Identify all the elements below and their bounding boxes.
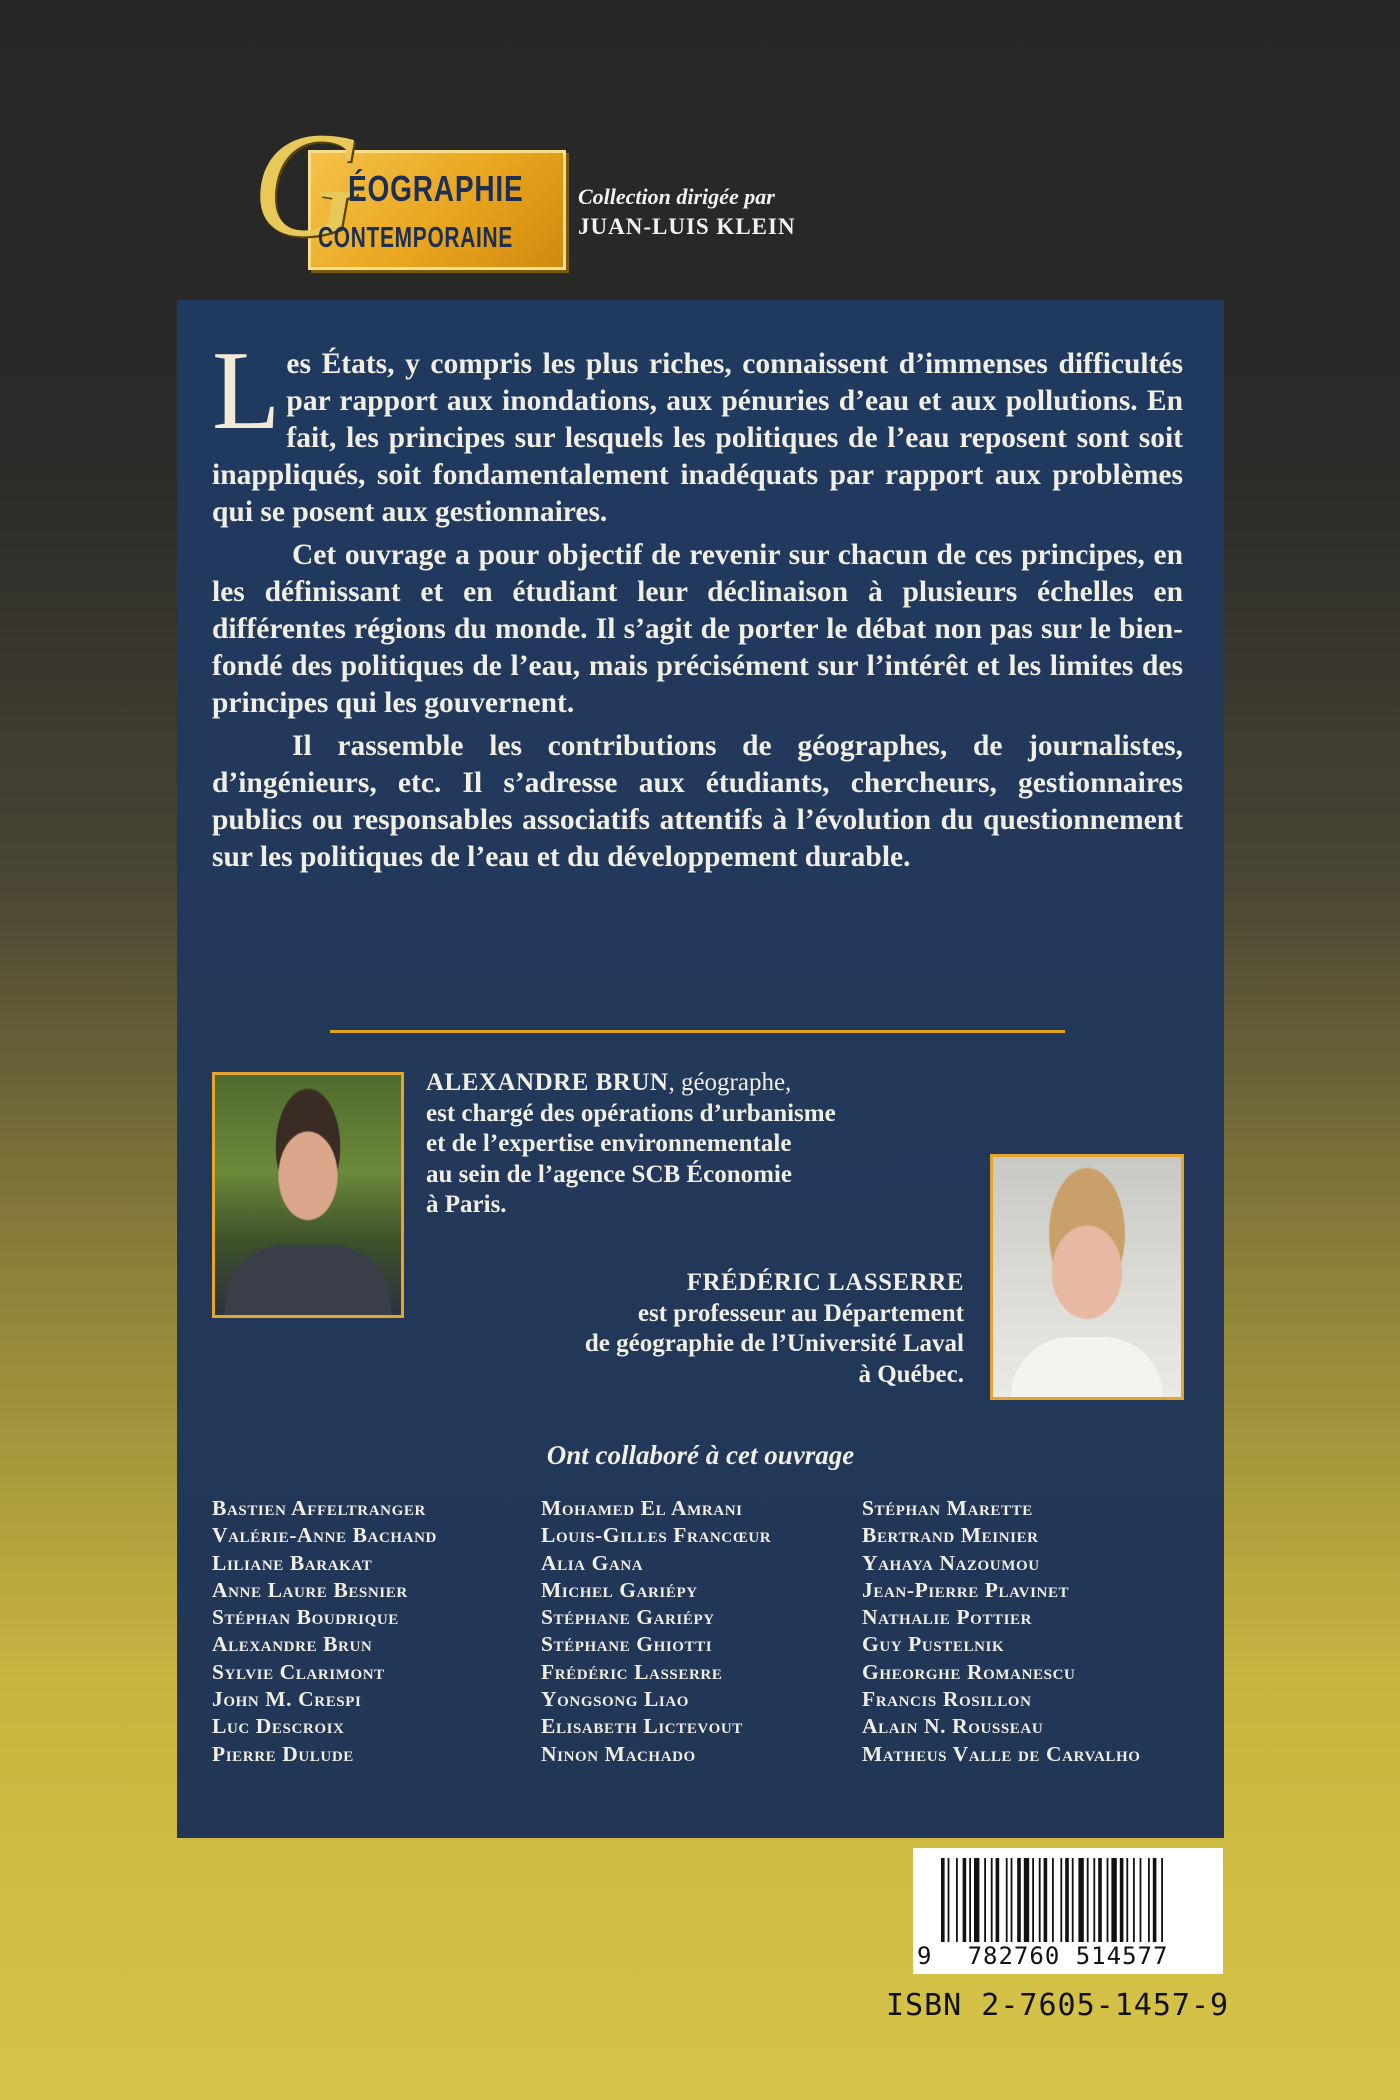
collaborator-name: Michel Gariépy [541,1577,698,1602]
barcode [913,1848,1223,1974]
collaborator-name: Matheus Valle de Carvalho [862,1741,1141,1766]
blurb [212,329,1183,882]
author-role-brun: , géographe, [668,1069,792,1096]
author-bio-brun [426,1068,986,1221]
collaborator-name: Luc Descroix [212,1714,345,1739]
collection-director: JUAN-LUIS KLEIN [578,214,796,239]
author-photo-lasserre [990,1154,1184,1400]
collaborator-name: Guy Pustelnik [862,1632,1005,1657]
collaborator-name: Bertrand Meinier [862,1523,1039,1548]
drop-cap: L [212,329,281,453]
collaborator-name: Anne Laure Besnier [212,1577,408,1602]
blurb-paragraph-1 [212,329,1183,531]
collaborator-name: Louis-Gilles Francœur [541,1523,772,1548]
collaborator-name: Valérie-Anne Bachand [212,1523,437,1548]
collaborator-name: Jean-Pierre Plavinet [862,1577,1070,1602]
collaborator-name: Alexandre Brun [212,1632,373,1657]
collaborator-name: Elisabeth Lictevout [541,1714,743,1739]
barcode-bars [919,1858,1217,1942]
bio-line: au sein de l’agence SCB Économie [426,1160,792,1188]
bio-line: est chargé des opérations d’urbanisme [426,1099,836,1127]
collaborator-name: Bastien Affeltranger [212,1496,426,1520]
collaborator-name: Liliane Barakat [212,1550,373,1575]
bio-line: à Québec. [858,1360,964,1388]
bio-line: de géographie de l’Université Laval [584,1330,964,1357]
author-bio-lasserre [390,1268,964,1390]
collaborators-title: Ont collaboré à cet ouvrage [546,1440,855,1470]
author-name-brun: ALEXANDRE BRUN [426,1069,669,1096]
logo-line2: CONTEMPORAINE [318,222,513,254]
collaborator-name: Gheorghe Romanescu [862,1659,1076,1684]
bio-line: et de l’expertise environnementale [426,1130,792,1157]
collaborator-name: Frédéric Lasserre [541,1659,723,1684]
blurb-paragraph-1-text: es États, y compris les plus riches, connaissent d’immenses difficultés par rapport aux inondations, aux pénuries d’eau et aux pollutions. En fait, les principes sur lesquels les politiques de l’eau reposent sont soit inappliqués, soit fondamentalement inadéquats par rapport aux problèmes qui se posent aux gestionnaires. [212,348,1183,528]
author-photo-brun [212,1072,404,1318]
blurb-paragraph-3: Il rassemble les contributions de géographes, de journalistes, d’ingénieurs, etc. Il s’adresse aux étudiants, chercheurs, gestionnaires publics ou responsables associatifs attentifs à l’évolution du questionnement sur les politiques de l’eau et du développement durable. [212,730,1183,873]
collaborator-name: Ninon Machado [541,1741,696,1766]
collaborator-name: Mohamed El Amrani [541,1496,743,1520]
collaborator-name: Nathalie Pottier [862,1605,1033,1630]
logo-line1: ÉOGRAPHIE [348,168,524,209]
bio-line: est professeur au Département [637,1299,964,1327]
collaborator-name: Stéphane Ghiotti [541,1632,713,1657]
collaborators-column-2 [541,1495,771,1768]
author-name-lasserre: FRÉDÉRIC LASSERRE [686,1269,964,1296]
bio-line: à Paris. [426,1191,507,1218]
divider-rule [330,1030,1065,1033]
logo-initial: G [252,102,361,268]
collaborator-name: Sylvie Clarimont [212,1659,385,1684]
collaborator-name: Stéphan Boudrique [212,1605,399,1630]
collaborator-name: Yongsong Liao [541,1687,690,1712]
collaborator-name: Francis Rosillon [862,1687,1032,1712]
collaborator-name: Alain N. Rousseau [862,1714,1044,1739]
collaborator-name: Pierre Dulude [212,1741,354,1766]
collaborator-name: Stéphane Gariépy [541,1605,715,1630]
blurb-paragraph-2: Cet ouvrage a pour objectif de revenir sur chacun de ces principes, en les définissant et en étudiant leur déclinaison à plusieurs échelles en différentes régions du monde. Il s’agit de porter le débat non pas sur le bien-fondé des politiques de l’eau, mais précisément sur l’intérêt et les limites des principes qui les gouvernent. [212,539,1183,719]
collaborators-column-3 [862,1495,1141,1768]
collaborator-name: Stéphan Marette [862,1496,1033,1520]
barcode-digits: 782760 514577 [967,1942,1169,1970]
collaborator-name: Alia Gana [541,1550,644,1575]
collaborator-name: John M. Crespi [212,1687,362,1712]
isbn-number: ISBN 2-7605-1457-9 [886,1988,1230,2023]
collaborator-name: Yahaya Nazoumou [862,1550,1040,1575]
barcode-lead-digit: 9 [917,1942,932,1970]
collection-label: Collection dirigée par [578,184,775,209]
collaborators-column-1 [212,1495,437,1768]
